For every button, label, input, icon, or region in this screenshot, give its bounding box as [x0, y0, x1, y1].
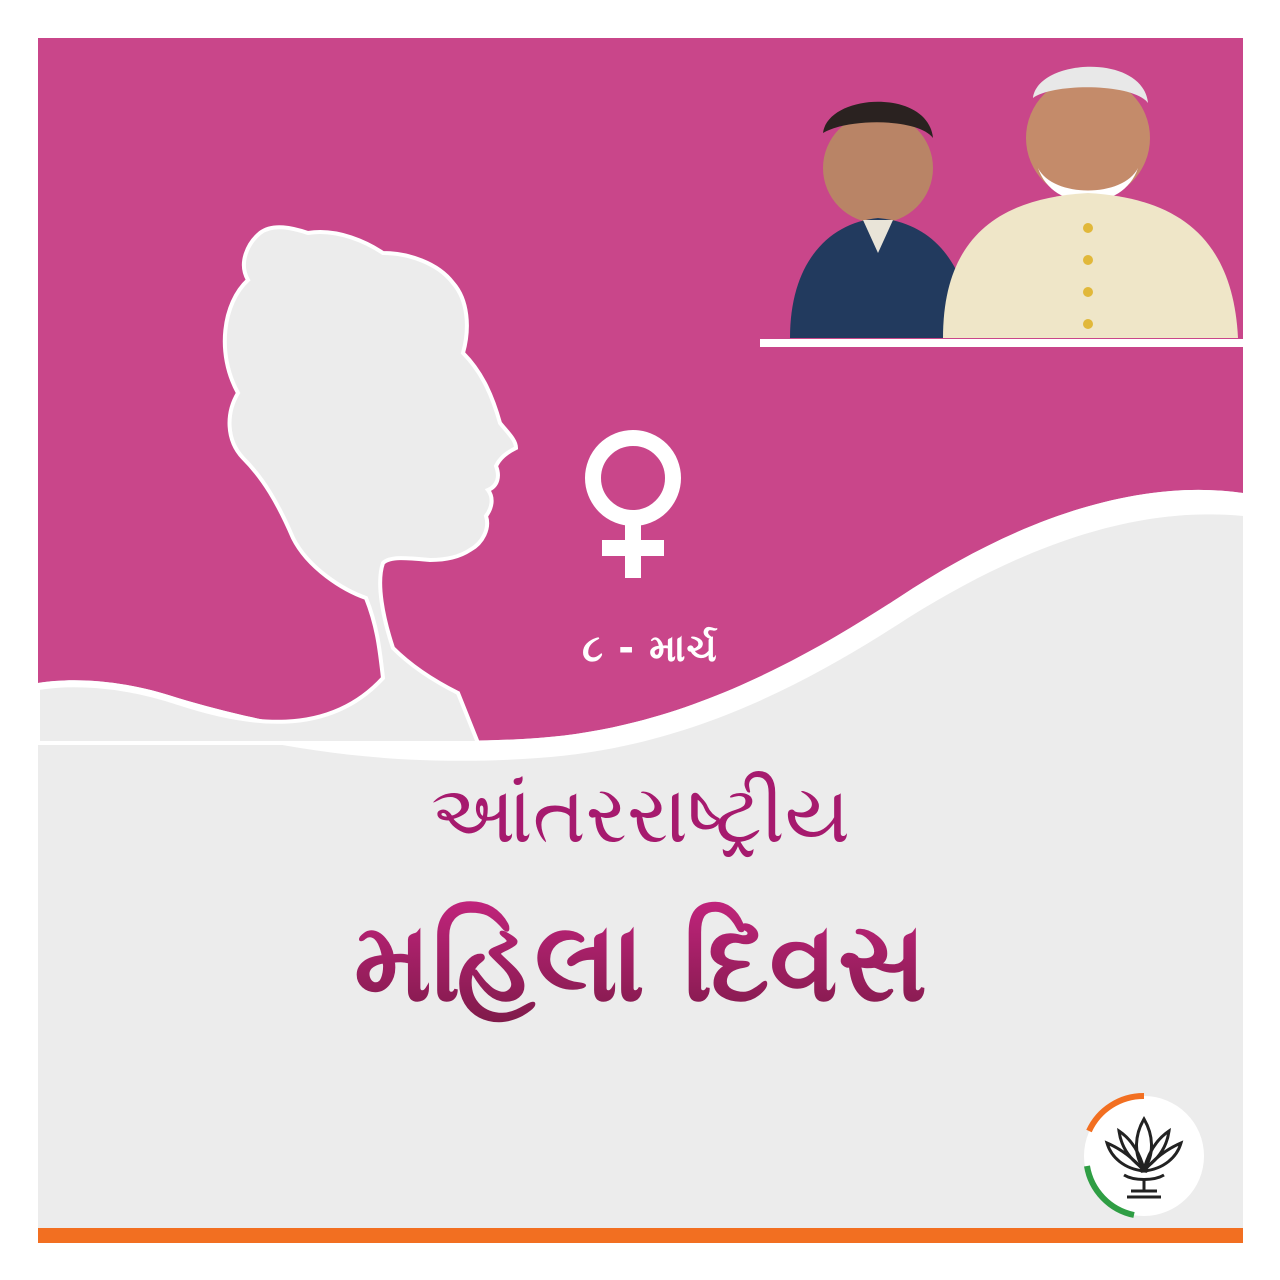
poster-artwork: [38, 38, 1243, 1243]
lotus-logo-icon: [1079, 1091, 1209, 1221]
title-international: આંતરરાષ્ટ્રીય: [430, 768, 851, 861]
title-womens-day: મહિલા દિવસ: [38, 898, 1243, 1028]
party-logo: [1079, 1091, 1209, 1221]
photo-shelf: [760, 339, 1243, 347]
event-date: ૮ - માર્ચ: [582, 626, 718, 670]
bottom-accent-bar: [38, 1228, 1243, 1243]
